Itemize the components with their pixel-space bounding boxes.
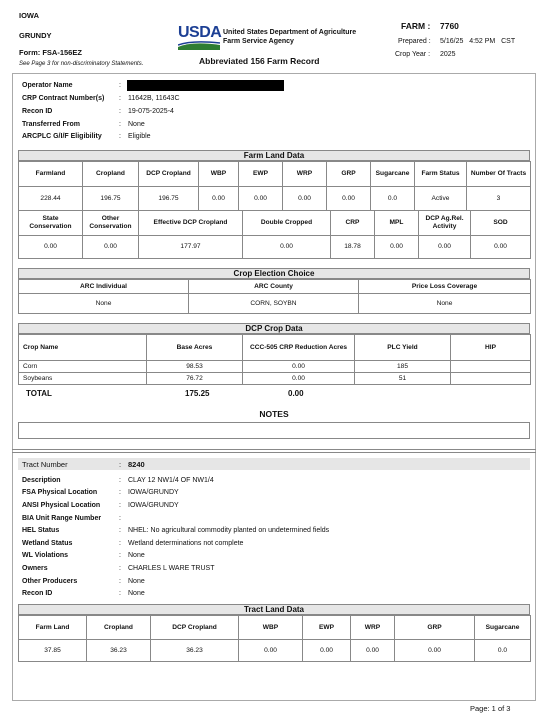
info-colon: : xyxy=(119,133,121,140)
info-colon: : xyxy=(119,489,121,496)
recon-id: 19-075-2025-4 xyxy=(128,108,174,115)
prepared-value: 5/16/25 4:52 PM CST xyxy=(440,38,516,45)
info-label: Other Producers xyxy=(22,578,78,585)
col-header: ARC Individual xyxy=(19,280,189,294)
info-colon: : xyxy=(119,552,121,559)
cell-value: 0.00 xyxy=(239,187,283,211)
cell-value: 0.00 xyxy=(199,187,239,211)
cell-value: None xyxy=(19,294,189,314)
col-header: WRP xyxy=(283,162,327,187)
dcp-crop-title: DCP Crop Data xyxy=(18,323,530,334)
info-label: Transferred From xyxy=(22,121,80,128)
info-colon: : xyxy=(119,590,121,597)
table-row xyxy=(19,373,531,385)
info-colon: : xyxy=(119,502,121,509)
hip xyxy=(451,373,531,385)
form-number: Form: FSA-156EZ xyxy=(19,48,82,57)
arcplc-eligibility: Eligible xyxy=(128,133,151,140)
crop-year-value: 2025 xyxy=(440,51,456,58)
col-header: MPL xyxy=(375,211,419,236)
cell-value: 3 xyxy=(467,187,531,211)
info-label: Description xyxy=(22,477,61,484)
farm-land-data-title: Farm Land Data xyxy=(18,150,530,161)
tract-land-table xyxy=(18,615,531,662)
info-label: Owners xyxy=(22,565,48,572)
statement-note: See Page 3 for non-discriminatory Statements. xyxy=(19,61,144,67)
transferred-from: None xyxy=(128,121,145,128)
col-header: Sugarcane xyxy=(371,162,415,187)
col-header: WRP xyxy=(351,616,395,640)
col-header: Number Of Tracts xyxy=(467,162,531,187)
tract-number: 8240 xyxy=(128,460,145,469)
crop-election-table xyxy=(18,279,531,314)
tract-description: CLAY 12 NW1/4 OF NW1/4 xyxy=(128,477,214,484)
col-header: Farmland xyxy=(19,162,83,187)
total-label: TOTAL xyxy=(26,389,52,398)
col-header: Cropland xyxy=(87,616,151,640)
cell-value: Active xyxy=(415,187,467,211)
department-name: United States Department of Agriculture xyxy=(223,29,357,36)
col-header: GRP xyxy=(395,616,475,640)
redacted-operator-name xyxy=(127,80,284,91)
plc-yield: 185 xyxy=(355,361,451,373)
col-header: DCP Cropland xyxy=(151,616,239,640)
notes-box xyxy=(18,422,530,439)
cell-value: 196.75 xyxy=(139,187,199,211)
info-label: WL Violations xyxy=(22,552,69,559)
farm-label: FARM : xyxy=(401,21,431,31)
cell-value: 0.00 xyxy=(471,236,531,259)
info-label: Wetland Status xyxy=(22,540,73,547)
info-colon: : xyxy=(119,527,121,534)
info-label: HEL Status xyxy=(22,527,60,534)
crp-contract-numbers: 11642B, 11643C xyxy=(128,95,180,102)
tract-land-data-title: Tract Land Data xyxy=(18,604,530,615)
col-header: Base Acres xyxy=(147,335,243,361)
info-label: Operator Name xyxy=(22,82,73,89)
crop-year-label: Crop Year : xyxy=(395,51,431,58)
base-acres: 76.72 xyxy=(147,373,243,385)
col-header: PLC Yield xyxy=(355,335,451,361)
col-header: Effective DCP Cropland xyxy=(139,211,243,236)
info-colon: : xyxy=(119,477,121,484)
total-base-acres: 175.25 xyxy=(185,389,210,398)
notes-title: NOTES xyxy=(259,409,289,419)
col-header: DCP Cropland xyxy=(139,162,199,187)
state-name: IOWA xyxy=(19,11,39,20)
dcp-crop-table xyxy=(18,334,531,385)
page-title: Abbreviated 156 Farm Record xyxy=(199,56,320,66)
col-header: Sugarcane xyxy=(475,616,531,640)
cell-value: 0.00 xyxy=(243,236,331,259)
page-number: Page: 1 of 3 xyxy=(470,704,511,713)
cell-value: 0.00 xyxy=(351,640,395,662)
farm-land-table-1 xyxy=(18,161,531,211)
col-header: Double Cropped xyxy=(243,211,331,236)
cell-value: 37.85 xyxy=(19,640,87,662)
table-row xyxy=(19,361,531,373)
prepared-label: Prepared : xyxy=(398,38,431,45)
tract-number-label: Tract Number xyxy=(22,460,68,469)
farm-number: 7760 xyxy=(440,21,459,31)
hel-status: NHEL: No agricultural commodity planted on undetermined fields xyxy=(128,527,330,534)
info-colon: : xyxy=(119,565,121,572)
cell-value: 0.00 xyxy=(283,187,327,211)
cell-value: 228.44 xyxy=(19,187,83,211)
usda-logo: USDA xyxy=(178,24,220,52)
col-header: WBP xyxy=(239,616,303,640)
col-header: EWP xyxy=(239,162,283,187)
cell-value: 0.00 xyxy=(375,236,419,259)
cell-value: 0.00 xyxy=(395,640,475,662)
info-label: BIA Unit Range Number xyxy=(22,515,102,522)
info-label: CRP Contract Number(s) xyxy=(22,95,105,102)
col-header: SOD xyxy=(471,211,531,236)
col-header: WBP xyxy=(199,162,239,187)
info-label: Recon ID xyxy=(22,108,53,115)
cell-value: CORN, SOYBN xyxy=(189,294,359,314)
info-label: FSA Physical Location xyxy=(22,489,98,496)
info-colon: : xyxy=(119,515,121,522)
ccc-reduction-acres: 0.00 xyxy=(243,373,355,385)
col-header: ARC County xyxy=(189,280,359,294)
cell-value: 36.23 xyxy=(151,640,239,662)
info-colon: : xyxy=(119,460,122,469)
info-colon: : xyxy=(119,578,121,585)
ansi-physical-location: IOWA/GRUNDY xyxy=(128,502,179,509)
plc-yield: 51 xyxy=(355,373,451,385)
info-colon: : xyxy=(119,95,121,102)
col-header: Price Loss Coverage xyxy=(359,280,531,294)
cell-value: 177.97 xyxy=(139,236,243,259)
cell-value: 0.00 xyxy=(419,236,471,259)
col-header: DCP Ag.Rel. Activity xyxy=(419,211,471,236)
usda-logo-swoosh xyxy=(178,41,220,50)
ccc-reduction-acres: 0.00 xyxy=(243,361,355,373)
divider xyxy=(12,452,536,453)
cell-value: 0.00 xyxy=(239,640,303,662)
divider xyxy=(12,449,536,450)
col-header: Other Conservation xyxy=(83,211,139,236)
col-header: GRP xyxy=(327,162,371,187)
crop-name: Corn xyxy=(19,361,147,373)
crop-name: Soybeans xyxy=(19,373,147,385)
cell-value: 18.78 xyxy=(331,236,375,259)
farm-land-table-2 xyxy=(18,210,531,259)
info-colon: : xyxy=(119,540,121,547)
tract-recon-id: None xyxy=(128,590,145,597)
col-header: CRP xyxy=(331,211,375,236)
cell-value: 0.0 xyxy=(371,187,415,211)
cell-value: 196.75 xyxy=(83,187,139,211)
info-colon: : xyxy=(119,121,121,128)
col-header: CCC-505 CRP Reduction Acres xyxy=(243,335,355,361)
info-colon: : xyxy=(119,108,121,115)
col-header: Crop Name xyxy=(19,335,147,361)
info-label: ANSI Physical Location xyxy=(22,502,101,509)
county-name: GRUNDY xyxy=(19,31,52,40)
tract-number-bar xyxy=(18,458,530,470)
info-label: Recon ID xyxy=(22,590,53,597)
col-header: HIP xyxy=(451,335,531,361)
cell-value: 0.00 xyxy=(327,187,371,211)
cell-value: 0.00 xyxy=(303,640,351,662)
cell-value: 0.0 xyxy=(475,640,531,662)
other-producers: None xyxy=(128,578,145,585)
base-acres: 98.53 xyxy=(147,361,243,373)
wetland-status: Wetland determinations not complete xyxy=(128,540,244,547)
cell-value: 0.00 xyxy=(19,236,83,259)
agency-name: Farm Service Agency xyxy=(223,38,294,45)
cell-value: 0.00 xyxy=(83,236,139,259)
crop-election-title: Crop Election Choice xyxy=(18,268,530,279)
col-header: State Conservation xyxy=(19,211,83,236)
col-header: EWP xyxy=(303,616,351,640)
fsa-physical-location: IOWA/GRUNDY xyxy=(128,489,179,496)
cell-value: None xyxy=(359,294,531,314)
wl-violations: None xyxy=(128,552,145,559)
col-header: Cropland xyxy=(83,162,139,187)
total-ccc-reduction: 0.00 xyxy=(288,389,304,398)
col-header: Farm Land xyxy=(19,616,87,640)
info-colon: : xyxy=(119,82,121,89)
hip xyxy=(451,361,531,373)
cell-value: 36.23 xyxy=(87,640,151,662)
info-label: ARCPLC G/I/F Eligibility xyxy=(22,133,102,140)
col-header: Farm Status xyxy=(415,162,467,187)
owners: CHARLES L WARE TRUST xyxy=(128,565,215,572)
